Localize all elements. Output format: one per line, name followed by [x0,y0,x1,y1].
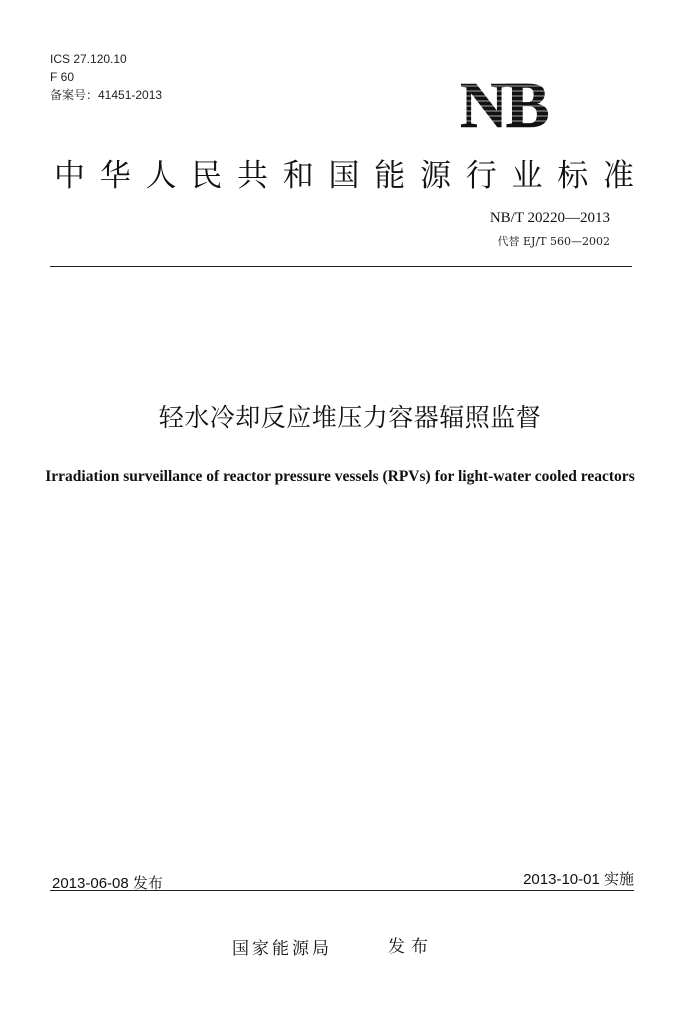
nb-logo [458,72,598,134]
standard-type-char: 源 [420,158,451,194]
standard-type-char: 中 [54,158,85,194]
ics-code: ICS 27.120.10 [50,52,127,66]
standard-type-char: 能 [374,158,406,194]
issue-label: 发布 [388,937,434,957]
standard-type-char: 行 [465,158,497,194]
filing-number: 备案号：41451-2013 [50,88,163,102]
standard-type-char: 业 [511,158,543,194]
standard-type-char: 国 [328,158,360,194]
standard-type-char: 民 [191,158,223,194]
header-divider [50,266,632,267]
effective-date: 2013-10-01 实施 [523,871,634,888]
nb-logo-text: NB [460,72,548,134]
document-title-cn: 轻水冷却反应堆压力容器辐照监督 [158,403,542,432]
standard-type-char: 标 [557,158,589,194]
standard-type-char: 共 [237,158,268,194]
standard-type-char: 准 [603,158,634,194]
standard-type-title [54,150,634,195]
document-title-en: Irradiation surveillance of reactor pressure vessels (RPVs) for light-water cooled reactors [45,468,635,485]
category-code: F 60 [50,70,75,84]
replaces-standard: 代替 EJ/T 560—2002 [497,235,610,248]
issuing-authority: 国家能源局 [232,939,332,959]
standard-type-char: 华 [99,158,131,194]
standard-type-char: 人 [145,158,177,194]
publish-date: 2013-06-08 发布 [52,875,163,892]
standard-code: NB/T 20220—2013 [489,210,610,226]
standard-type-char: 和 [282,158,314,194]
footer-divider [50,890,634,891]
